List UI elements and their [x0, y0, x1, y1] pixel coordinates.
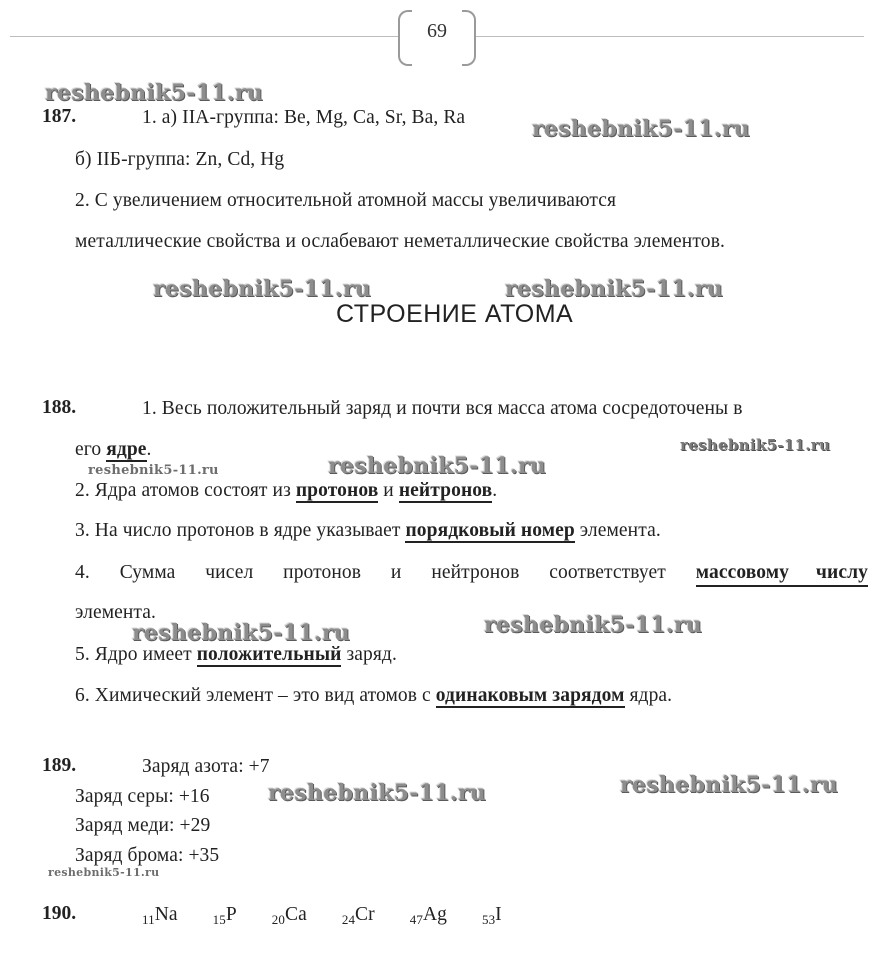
watermark: reshebnik5-11.ru	[532, 116, 751, 142]
term-yadro: ядре	[106, 439, 147, 460]
text-span: ядра.	[624, 685, 673, 706]
watermark: reshebnik5-11.ru	[505, 276, 724, 302]
section-title: СТРОЕНИЕ АТОМА	[336, 300, 574, 328]
task-187-line-3: 2. С увеличением относительной атомной массы увеличиваются	[75, 190, 617, 211]
header-rule-left	[10, 36, 398, 37]
text-span: 2. Ядра атомов состоят из	[75, 480, 296, 501]
watermark: reshebnik5-11.ru	[484, 612, 703, 638]
atomic-number: 24	[341, 912, 356, 927]
element-symbol: Na	[154, 904, 178, 925]
task-188-line-4	[75, 519, 661, 543]
watermark: reshebnik5-11.ru	[680, 436, 831, 454]
task-188-line-2	[75, 438, 152, 462]
text-span: 3. На число протонов в ядре указывает	[75, 520, 406, 541]
atomic-number: 47	[409, 912, 423, 927]
element-p	[213, 904, 237, 925]
text-span: .	[146, 439, 152, 460]
task-188-line-6: элемента.	[75, 602, 157, 623]
watermark: reshebnik5-11.ru	[153, 276, 372, 302]
task-188-line-7	[75, 643, 397, 667]
element-cr	[342, 904, 375, 925]
task-188-line-1: 1. Весь положительный заряд и почти вся масса атома сосредоточены в	[142, 398, 743, 419]
task-189-line-4: Заряд брома: +35	[75, 845, 220, 866]
watermark: reshebnik5-11.ru	[88, 463, 219, 478]
header-rule-right	[476, 36, 864, 37]
page-number-box	[398, 10, 476, 62]
element-symbol: Ca	[284, 904, 307, 925]
task-189-line-2: Заряд серы: +16	[75, 786, 210, 807]
page-number: 69	[427, 20, 447, 42]
watermark: reshebnik5-11.ru	[620, 772, 839, 798]
watermark: reshebnik5-11.ru	[45, 80, 264, 106]
word: чисел	[205, 562, 254, 583]
term-protons: протонов	[295, 480, 379, 501]
element-list	[142, 903, 532, 932]
element-na	[142, 904, 178, 925]
task-189-line-1: Заряд азота: +7	[142, 756, 270, 777]
term-positive: положительный	[196, 644, 342, 665]
element-i	[482, 904, 502, 925]
term-neutrons: нейтронов	[398, 480, 493, 501]
word: и	[390, 562, 402, 583]
text-span: его	[75, 439, 107, 460]
task-number-189: 189.	[42, 755, 77, 776]
task-number-187: 187.	[42, 106, 77, 127]
element-ca	[272, 904, 307, 925]
task-188-line-5	[75, 561, 868, 587]
watermark: reshebnik5-11.ru	[268, 780, 487, 806]
watermark: reshebnik5-11.ru	[48, 866, 160, 879]
word: протонов	[283, 562, 362, 583]
atomic-number: 11	[142, 912, 155, 927]
element-ag	[410, 904, 447, 925]
text-span: и	[378, 480, 399, 501]
task-189-line-3: Заряд меди: +29	[75, 815, 211, 836]
term-same-charge: одинаковым зарядом	[435, 685, 625, 706]
atomic-number: 53	[481, 912, 496, 927]
task-number-190: 190.	[42, 903, 77, 924]
element-symbol: P	[225, 904, 237, 925]
word: 4.	[75, 562, 90, 583]
element-symbol: I	[495, 904, 502, 925]
task-187-line-1: 1. а) IIA-группа: Be, Mg, Ca, Sr, Ba, Ra	[142, 107, 466, 128]
text-span: 6. Химический элемент – это вид атомов с	[75, 685, 436, 706]
element-symbol: Ag	[422, 904, 447, 925]
atomic-number: 15	[212, 912, 226, 927]
element-symbol: Cr	[355, 904, 375, 925]
word: нейтронов	[431, 562, 520, 583]
task-number-188: 188.	[42, 397, 77, 418]
text-span: 5. Ядро имеет	[75, 644, 197, 665]
watermark: reshebnik5-11.ru	[132, 620, 351, 646]
text-span: заряд.	[341, 644, 397, 665]
watermark: reshebnik5-11.ru	[328, 453, 547, 479]
word: Сумма	[119, 562, 176, 583]
word: соответствует	[549, 562, 666, 583]
task-188-line-3	[75, 479, 497, 503]
task-187-line-4: металлические свойства и ослабевают неметаллические свойства элементов.	[75, 231, 726, 252]
atomic-number: 20	[271, 912, 285, 927]
term-mass-number: массовому числу	[696, 561, 868, 587]
task-187-line-2: б) IIБ-группа: Zn, Cd, Hg	[75, 149, 285, 170]
text-span: элемента.	[574, 520, 661, 541]
term-atomic-number: порядковый номер	[405, 520, 575, 541]
text-span: .	[492, 480, 498, 501]
task-188-line-8	[75, 684, 672, 708]
